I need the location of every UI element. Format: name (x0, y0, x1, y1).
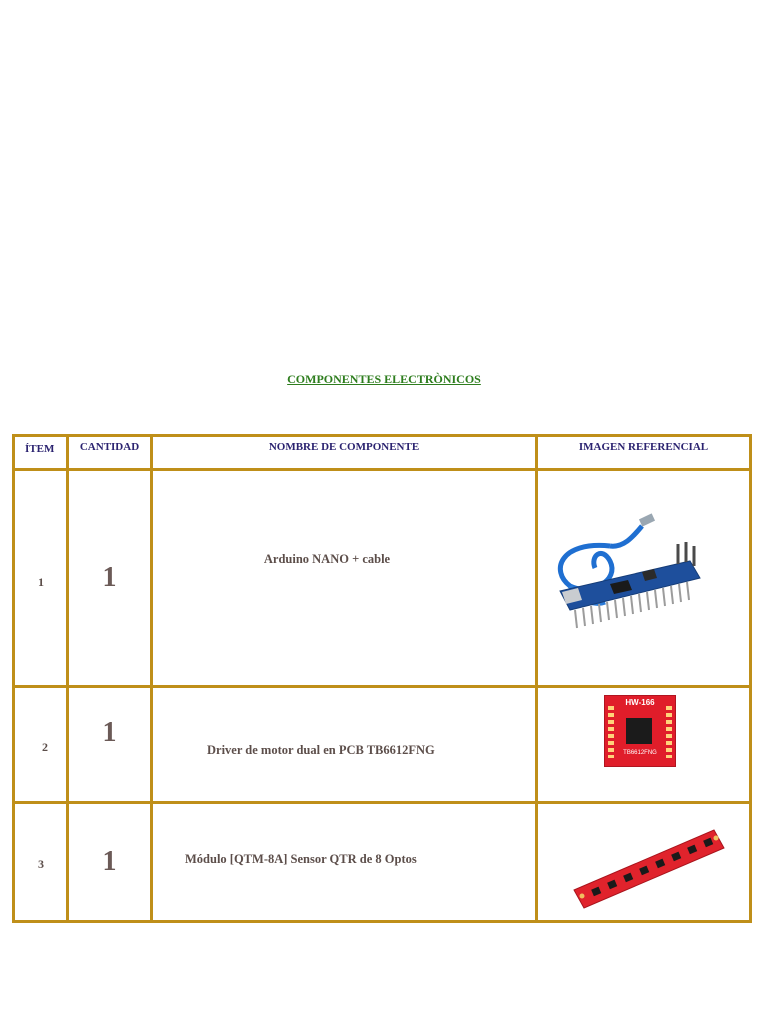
table-row (14, 687, 751, 803)
row-component-name: Módulo [QTM-8A] Sensor QTR de 8 Optos (185, 851, 417, 866)
row-name-cell (152, 687, 537, 803)
row-quantity (68, 470, 152, 687)
row-item-number: 1 (38, 574, 44, 589)
row-item-cell (14, 470, 68, 687)
arduino-nano-image (550, 506, 714, 641)
row-quantity (68, 803, 152, 922)
row-item-number: 3 (38, 856, 44, 871)
row-component-name: Driver de motor dual en PCB TB6612FNG (207, 743, 435, 757)
motor-driver-sublabel: TB6612FNG (623, 749, 657, 756)
row-item-cell (14, 803, 68, 922)
row-name-cell (152, 470, 537, 687)
header-component-name: NOMBRE DE COMPONENTE (152, 436, 537, 470)
row-quantity-value: 1 (102, 562, 117, 593)
motor-driver-label: HW-166 (625, 697, 655, 707)
table-header-row (14, 436, 751, 470)
motor-driver-image (604, 695, 676, 767)
row-quantity (68, 687, 152, 803)
components-table (12, 434, 752, 923)
row-quantity-value: 1 (102, 846, 117, 877)
header-quantity: CANTIDAD (68, 436, 152, 470)
table-row (14, 803, 751, 922)
motor-driver-pins-right (666, 706, 672, 758)
header-reference-image: IMAGEN REFERENCIAL (537, 436, 751, 470)
motor-driver-pins-left (608, 706, 614, 758)
row-name-cell (152, 803, 537, 922)
row-item-number: 2 (42, 740, 48, 754)
motor-driver-chip (626, 718, 652, 744)
table-row (14, 470, 751, 687)
page-title-text: COMPONENTES ELECTRÒNICOS (287, 372, 481, 386)
row-image-cell (537, 803, 751, 922)
row-image-cell (537, 470, 751, 687)
qtr-sensor-image (568, 812, 728, 912)
row-quantity-value: 1 (102, 716, 117, 748)
row-component-name: Arduino NANO + cable (263, 552, 391, 566)
row-image-cell (537, 687, 751, 803)
page-title (0, 372, 768, 387)
row-item-cell (14, 687, 68, 803)
header-item: ÍTEM (14, 436, 68, 470)
